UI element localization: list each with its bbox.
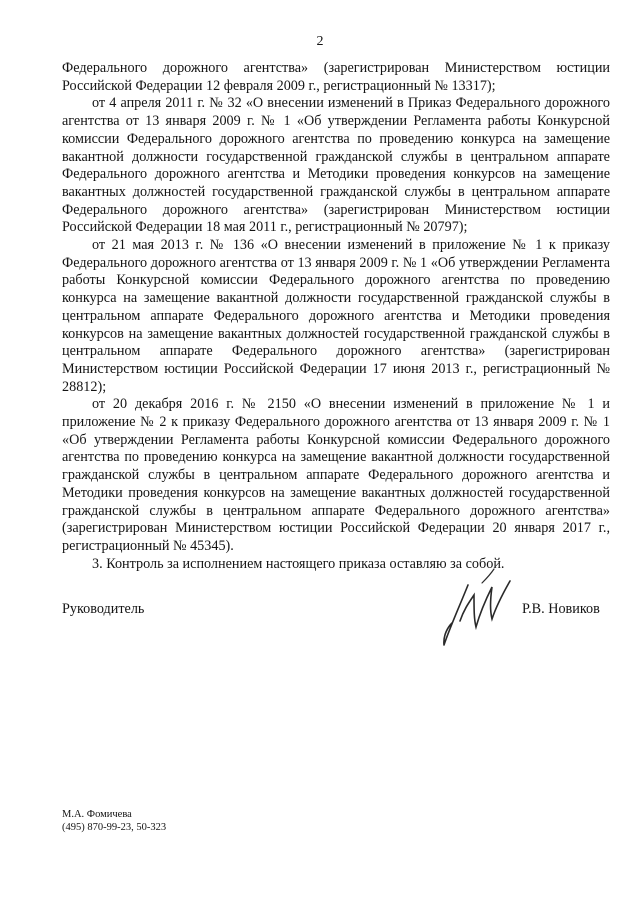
handwritten-signature-icon — [430, 565, 530, 655]
page-number: 2 — [316, 34, 324, 49]
paragraph-order-2013: от 21 мая 2013 г. № 136 «О внесении изменений в приложение № 1 к приказу Федерального дорожного агентства от 13 января 2009 г. № 1 «Об утверждении Регламента работы Конкурсной комиссии Федерального дорожного агентства по проведению конкурса на замещение вакантной должности государственной гражданской службы в центральном аппарате Федерального дорожного агентства и Методики проведения конкурсов на замещение вакантных должностей государственной гражданской службы в центральном аппарате Федерального дорожного агентства» (зарегистрирован Министерством юстиции Российской Федерации 17 июня 2013 г., регистрационный № 28812); — [62, 237, 610, 395]
document-body — [62, 60, 610, 573]
executor-phone: (495) 870-99-23, 50-323 — [62, 822, 167, 833]
paragraph-order-2016: от 20 декабря 2016 г. № 2150 «О внесении изменений в приложение № 1 и приложение № 2 к приказу Федерального дорожного агентства от 13 января 2009 г. № 1 «Об утверждении Регламента работы Конкурсной комиссии Федерального дорожного агентства по проведению конкурса на замещение вакантной должности государственной гражданской службы в центральном аппарате Федерального дорожного агентства и Методики проведения конкурсов на замещение вакантных должностей государственной гражданской службы в центральном аппарате Федерального дорожного агентства» (зарегистрирован Министерством юстиции Российской Федерации 20 января 2017 г., регистрационный № 45345). — [62, 396, 610, 554]
executor-info — [62, 808, 166, 834]
signer-name: Р.В. Новиков — [522, 601, 600, 617]
signer-title: Руководитель — [62, 601, 145, 617]
paragraph-control-clause: 3. Контроль за исполнением настоящего приказа оставляю за собой. — [92, 555, 505, 572]
executor-name: М.А. Фомичева — [62, 809, 132, 820]
paragraph-continuation: Федерального дорожного агентства» (зарегистрирован Министерством юстиции Российской Федерации 12 февраля 2009 г., регистрационный № 13317); — [62, 60, 610, 94]
paragraph-order-2011: от 4 апреля 2011 г. № 32 «О внесении изменений в Приказ Федерального дорожного агентства от 13 января 2009 г. № 1 «Об утверждении Регламента работы Конкурсной комиссии Федерального дорожного агентства по проведению конкурса на замещение вакантной должности государственной гражданской службы в центральном аппарате Федерального дорожного агентства и Методики проведения конкурсов на замещение вакантных должностей государственной гражданской службы в центральном аппарате Федерального дорожного агентства» (зарегистрирован Министерством юстиции Российской Федерации 18 мая 2011 г., регистрационный № 20797); — [62, 95, 610, 236]
signature-block — [0, 565, 640, 655]
